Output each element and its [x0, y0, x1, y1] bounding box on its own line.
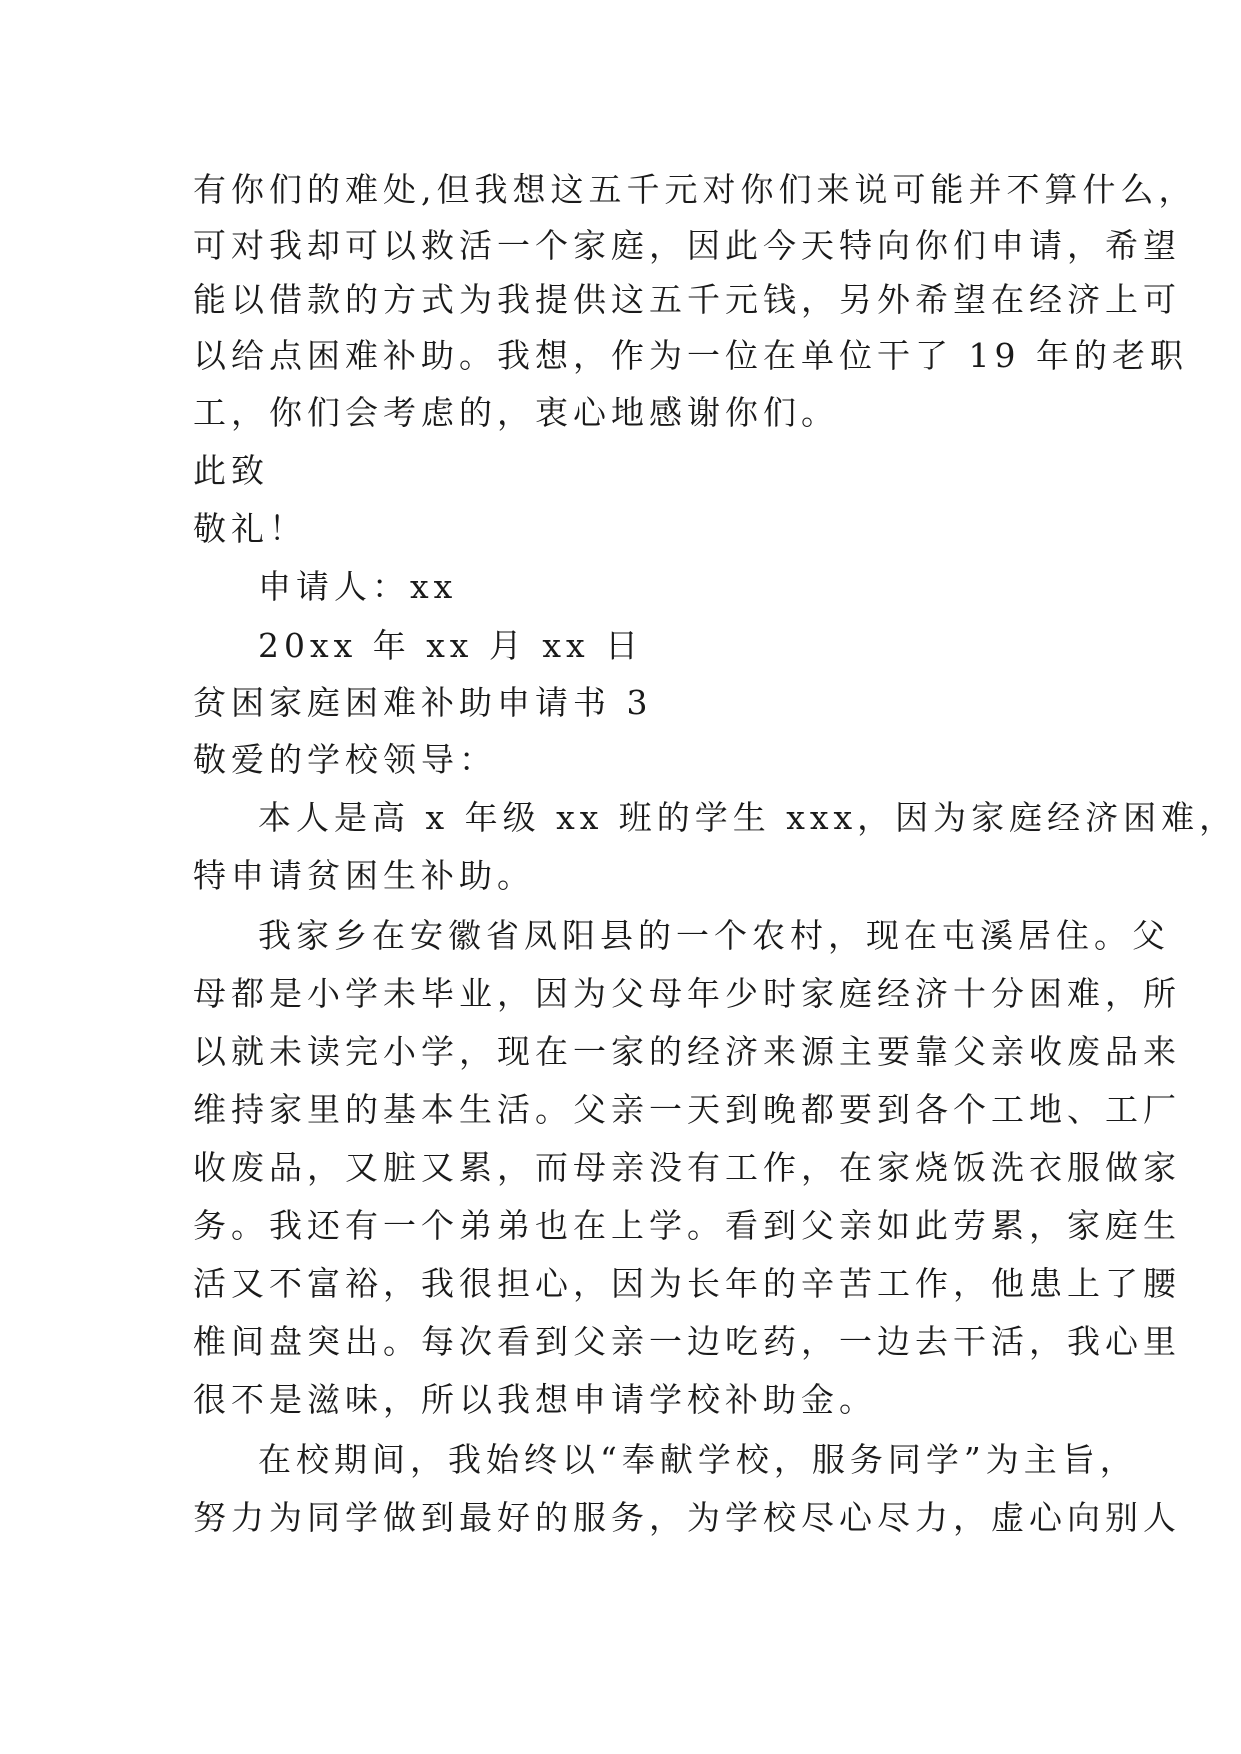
paragraph-line: 母都是小学未毕业，因为父母年少时家庭经济十分困难，所	[193, 974, 1181, 1013]
paragraph-line: 以就未读完小学，现在一家的经济来源主要靠父亲收废品来	[193, 1032, 1181, 1071]
signature-date: 20xx 年 xx 月 xx 日	[258, 626, 644, 665]
paragraph-line: 有你们的难处,但我想这五千元对你们来说可能并不算什么，	[193, 170, 1197, 209]
paragraph-line: 维持家里的基本生活。父亲一天到晚都要到各个工地、工厂	[193, 1090, 1181, 1129]
paragraph-line: 务。我还有一个弟弟也在上学。看到父亲如此劳累，家庭生	[193, 1206, 1181, 1245]
applicant-signature: 申请人：xx	[258, 567, 458, 606]
paragraph-line: 收废品，又脏又累，而母亲没有工作，在家烧饭洗衣服做家	[193, 1148, 1181, 1187]
paragraph-line: 我家乡在安徽省凤阳县的一个农村，现在屯溪居住。父	[258, 916, 1170, 955]
paragraph-line: 本人是高 x 年级 xx 班的学生 xxx，因为家庭经济困难，	[258, 798, 1238, 837]
paragraph-line: 可对我却可以救活一个家庭，因此今天特向你们申请，希望	[193, 226, 1181, 265]
paragraph-line: 努力为同学做到最好的服务，为学校尽心尽力，虚心向别人	[193, 1498, 1181, 1537]
paragraph-line: 工，你们会考虑的，衷心地感谢你们。	[193, 393, 839, 432]
section-title: 贫困家庭困难补助申请书 3	[193, 683, 653, 722]
paragraph-line: 能以借款的方式为我提供这五千元钱，另外希望在经济上可	[193, 280, 1181, 319]
paragraph-line: 椎间盘突出。每次看到父亲一边吃药，一边去干活，我心里	[193, 1322, 1181, 1361]
paragraph-line: 特申请贫困生补助。	[193, 856, 535, 895]
paragraph-line: 活又不富裕，我很担心，因为长年的辛苦工作，他患上了腰	[193, 1264, 1181, 1303]
paragraph-line: 在校期间，我始终以“奉献学校，服务同学”为主旨，	[258, 1440, 1138, 1479]
closing-line: 此致	[193, 451, 269, 490]
paragraph-line: 很不是滋味，所以我想申请学校补助金。	[193, 1380, 877, 1419]
paragraph-line: 以给点困难补助。我想，作为一位在单位干了 19 年的老职	[193, 336, 1188, 375]
greeting-line: 敬爱的学校领导：	[193, 740, 497, 779]
salutation-line: 敬礼！	[193, 509, 307, 548]
